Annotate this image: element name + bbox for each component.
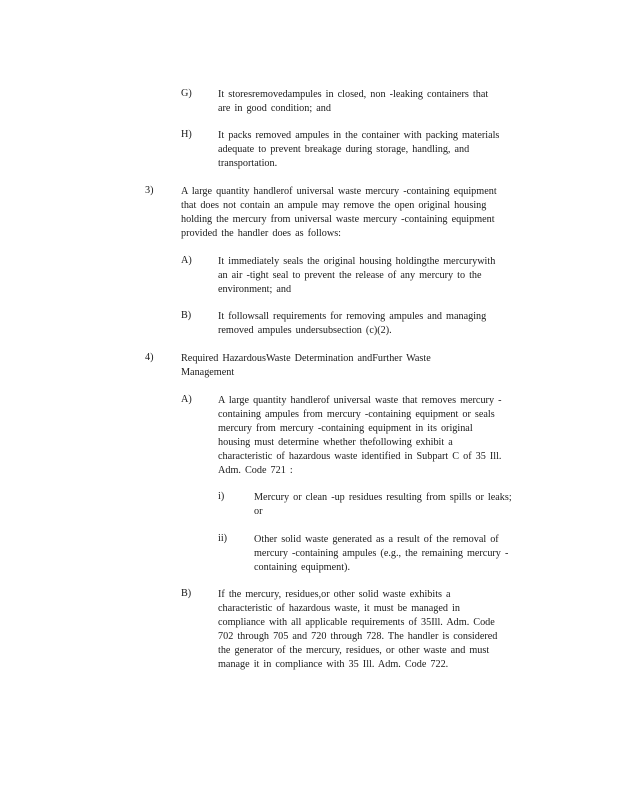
text-line: environment; and (218, 283, 292, 295)
item-text (218, 129, 548, 171)
text-line: Mercury or clean -up residues resulting from spills or leaks; (254, 492, 512, 503)
item-text (218, 394, 553, 477)
text-line: 702 through 705 and 720 through 728. The handler is considered (218, 630, 498, 642)
item-label: A) (181, 255, 192, 266)
text-line: compliance with all applicable requirements of 35Ill. Adm. Code (218, 616, 495, 628)
text-line: that does not contain an ampule may remove the open original housing (181, 199, 487, 211)
text-line: an air -tight seal to prevent the release of any mercury to the (218, 269, 482, 281)
text-line: adequate to prevent breakage during storage, handling, and (218, 143, 470, 155)
item-label: G) (181, 88, 192, 99)
text-line: It packs removed ampules in the container with packing materials (218, 130, 500, 141)
item-text (218, 88, 548, 116)
text-line: Management (181, 366, 235, 378)
text-line: It followsall requirements for removing ampules and managing (218, 311, 487, 322)
text-line: Other solid waste generated as a result of the removal of (254, 534, 499, 545)
text-line: Adm. Code 721 : (218, 464, 293, 476)
text-line: mercury from mercury -containing equipment in its original (218, 422, 473, 434)
text-line: characteristic of hazardous waste, it must be managed in (218, 602, 460, 614)
item-label: ii) (218, 533, 228, 544)
item-label: i) (218, 491, 225, 502)
text-line: mercury -containing ampules (e.g., the remaining mercury - (254, 547, 509, 559)
text-line: transportation. (218, 157, 278, 169)
item-text (181, 352, 551, 380)
text-line: A large quantity handlerof universal waste mercury -containing equipment (181, 186, 497, 197)
item-label: B) (181, 588, 192, 599)
text-line: provided the handler does as follows: (181, 227, 341, 239)
item-label: H) (181, 129, 192, 140)
text-line: characteristic of hazardous waste identified in Subpart C of 35 Ill. (218, 450, 502, 462)
text-line: are in good condition; and (218, 102, 331, 114)
text-line: A large quantity handlerof universal waste that removes mercury - (218, 395, 502, 406)
item-label: A) (181, 394, 192, 405)
text-line: housing must determine whether thefollowing exhibit a (218, 436, 453, 448)
text-line: If the mercury, residues,or other solid waste exhibits a (218, 589, 451, 600)
item-text (218, 255, 548, 297)
item-label: 3) (145, 185, 154, 196)
item-text (181, 185, 551, 241)
text-line: holding the mercury from universal waste mercury -containing equipment (181, 213, 495, 225)
text-line: It storesremovedampules in closed, non -leaking containers that (218, 89, 489, 100)
item-label: B) (181, 310, 192, 321)
text-line: Required HazardousWaste Determination andFurther Waste (181, 353, 431, 364)
item-text (218, 588, 553, 671)
text-line: the generator of the mercury, residues, or other waste and must (218, 644, 490, 656)
text-line: It immediately seals the original housing holdingthe mercurywith (218, 256, 496, 267)
item-text (254, 533, 554, 575)
item-text (254, 491, 554, 519)
text-line: containing ampules from mercury -containing equipment or seals (218, 408, 495, 420)
text-line: containing equipment). (254, 561, 350, 573)
text-line: manage it in compliance with 35 Ill. Adm. Code 722. (218, 658, 449, 670)
text-line: removed ampules undersubsection (c)(2). (218, 324, 392, 336)
text-line: or (254, 505, 263, 517)
item-label: 4) (145, 352, 154, 363)
item-text (218, 310, 548, 338)
